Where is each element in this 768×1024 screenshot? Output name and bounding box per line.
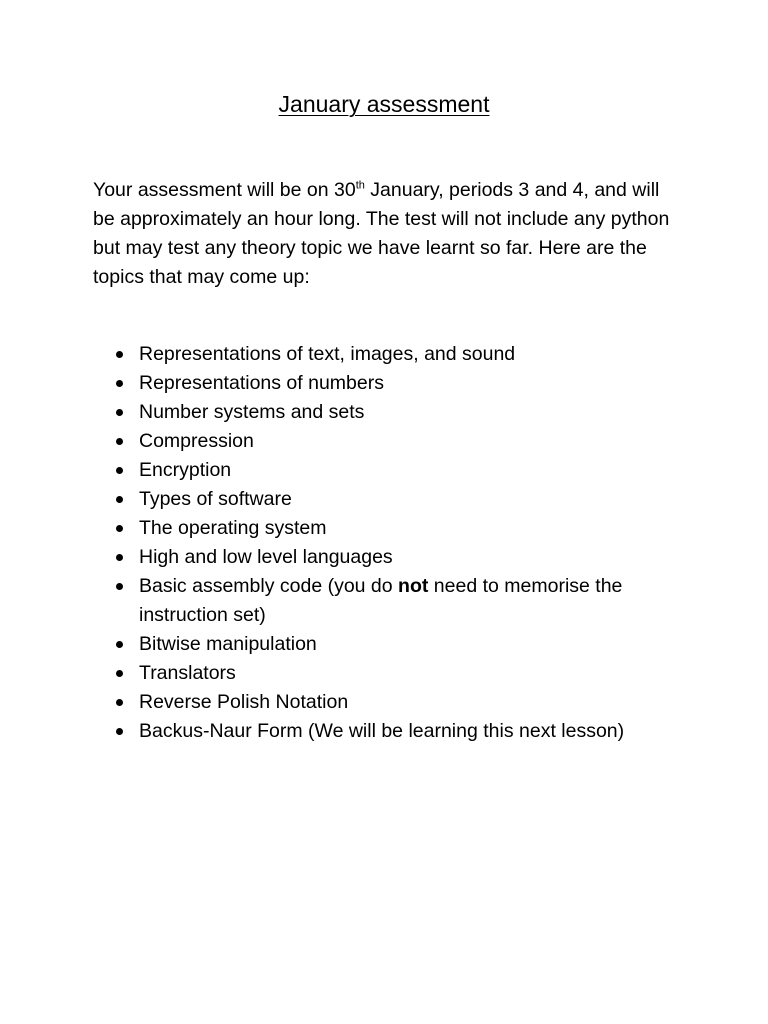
bullet-icon — [116, 583, 123, 590]
topics-list — [112, 340, 682, 746]
topic-text: Types of software — [139, 488, 292, 510]
bullet-icon — [116, 438, 123, 445]
bullet-icon — [116, 380, 123, 387]
topic-text: High and low level languages — [139, 546, 393, 568]
topic-item — [112, 340, 682, 369]
intro-paragraph — [93, 176, 683, 292]
emphasis-not: not — [398, 575, 429, 597]
topic-text: Reverse Polish Notation — [139, 691, 349, 713]
topic-item — [112, 630, 682, 659]
topic-item — [112, 514, 682, 543]
topic-item — [112, 717, 682, 746]
topic-item — [112, 456, 682, 485]
bullet-icon — [116, 641, 123, 648]
topic-text: Representations of numbers — [139, 372, 384, 394]
bullet-icon — [116, 467, 123, 474]
topic-text-pre: Basic assembly code (you do — [139, 575, 399, 597]
topic-text: The operating system — [139, 517, 327, 539]
topic-item — [112, 427, 682, 456]
bullet-icon — [116, 525, 123, 532]
bullet-icon — [116, 409, 123, 416]
topic-text: Compression — [139, 430, 254, 452]
bullet-icon — [116, 699, 123, 706]
topic-item — [112, 572, 682, 630]
document-title: January assessment — [278, 91, 490, 117]
bullet-icon — [116, 728, 123, 735]
bullet-icon — [116, 670, 123, 677]
topic-item — [112, 398, 682, 427]
bullet-icon — [116, 496, 123, 503]
topic-item — [112, 688, 682, 717]
topic-text: Number systems and sets — [139, 401, 365, 423]
topic-item — [112, 485, 682, 514]
topic-text-post: need to memorise the instruction set) — [139, 575, 623, 626]
topic-text: Encryption — [139, 459, 232, 481]
intro-text-rest: January, periods 3 and 4, and will be approximately an hour long. The test will not include any python but may test any theory topic we have learnt so far. Here are the topics that may come up: — [93, 179, 670, 288]
topic-text: Representations of text, images, and sound — [139, 343, 516, 365]
topic-item — [112, 543, 682, 572]
intro-text-start: Your assessment will be on 30 — [93, 179, 356, 201]
topic-text: Backus-Naur Form (We will be learning this next lesson) — [139, 720, 625, 742]
topic-item — [112, 369, 682, 398]
topic-text: Translators — [139, 662, 236, 684]
bullet-icon — [116, 351, 123, 358]
topic-text: Bitwise manipulation — [139, 633, 317, 655]
date-ordinal-suffix: th — [355, 179, 365, 192]
topic-item — [112, 659, 682, 688]
bullet-icon — [116, 554, 123, 561]
